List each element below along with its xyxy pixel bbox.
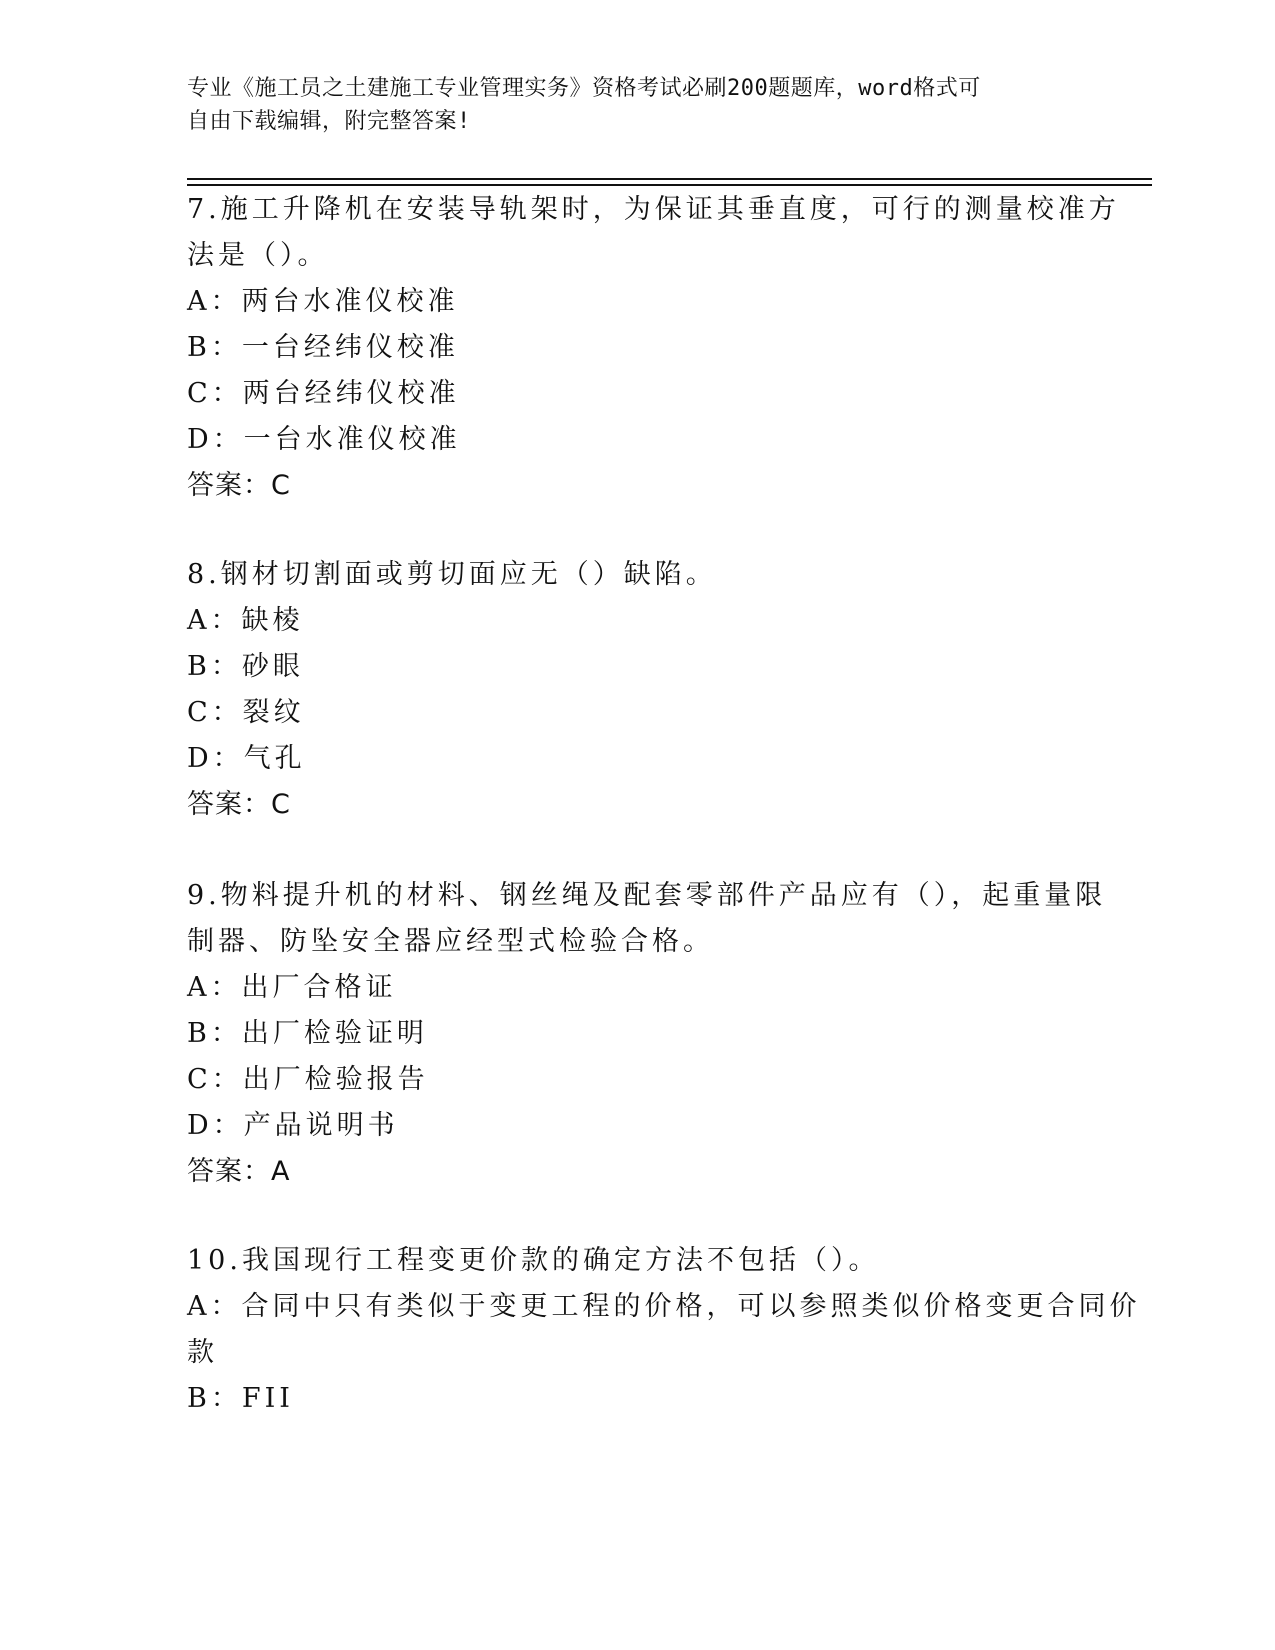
option-b: B：FII <box>187 1383 294 1414</box>
answer-value: A <box>271 1156 291 1187</box>
answer-line <box>187 782 1087 828</box>
question-stem: 制器、防坠安全器应经型式检验合格。 <box>187 926 714 957</box>
option-c: C：出厂检验报告 <box>187 1064 429 1095</box>
question-stem: 9.物料提升机的材料、钢丝绳及配套零部件产品应有（），起重量限 <box>187 880 1107 911</box>
header-line-1: 专业《施工员之土建施工专业管理实务》资格考试必刷200题题库，word格式可 <box>187 76 981 101</box>
answer-label: 答案： <box>187 1156 271 1187</box>
question-stem: 10.我国现行工程变更价款的确定方法不包括（）。 <box>187 1245 880 1276</box>
question-stem: 7.施工升降机在安装导轨架时，为保证其垂直度，可行的测量校准方 <box>187 194 1120 225</box>
question-10 <box>187 1238 1141 1422</box>
document-header <box>187 72 1067 138</box>
option-a: A：合同中只有类似于变更工程的价格，可以参照类似价格变更合同价 <box>187 1291 1141 1322</box>
option-a: A：出厂合格证 <box>187 972 397 1003</box>
option-d: D：气孔 <box>187 743 306 774</box>
option-b: B：一台经纬仪校准 <box>187 332 459 363</box>
answer-line <box>187 463 1087 509</box>
header-divider-bottom <box>187 184 1152 186</box>
option-b: B：出厂检验证明 <box>187 1018 428 1049</box>
answer-line <box>187 1149 1087 1195</box>
option-d: D：一台水准仪校准 <box>187 424 461 455</box>
answer-label: 答案： <box>187 789 271 820</box>
header-line-2: 自由下载编辑，附完整答案! <box>187 109 471 134</box>
option-b: B：砂眼 <box>187 651 304 682</box>
answer-value: C <box>271 789 291 820</box>
option-a: A：两台水准仪校准 <box>187 286 459 317</box>
question-8 <box>187 552 1087 828</box>
question-9 <box>187 873 1107 1195</box>
option-d: D：产品说明书 <box>187 1110 399 1141</box>
answer-value: C <box>271 470 291 501</box>
header-divider-top <box>187 178 1152 180</box>
question-stem: 8.钢材切割面或剪切面应无（）缺陷。 <box>187 559 717 590</box>
question-7 <box>187 187 1120 509</box>
option-a-continued: 款 <box>187 1337 218 1368</box>
option-a: A：缺棱 <box>187 605 304 636</box>
answer-label: 答案： <box>187 470 271 501</box>
option-c: C：裂纹 <box>187 697 305 728</box>
question-stem: 法是（）。 <box>187 240 329 271</box>
option-c: C：两台经纬仪校准 <box>187 378 460 409</box>
